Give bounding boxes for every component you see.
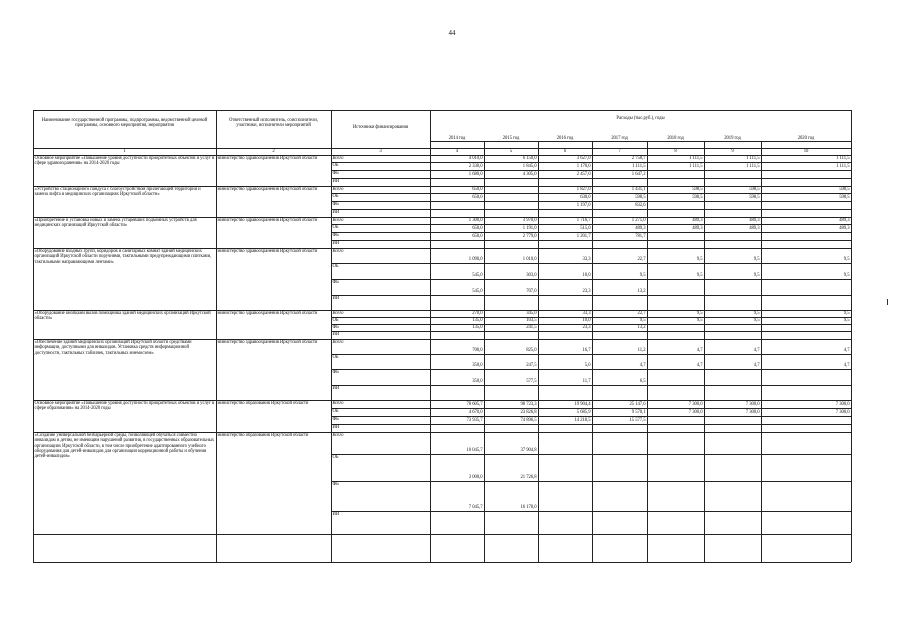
measure-executor: министерство здравоохранения Иркутской области: [217, 156, 318, 161]
expense-value: 23,3: [582, 289, 591, 294]
expense-value: 345,0: [526, 311, 537, 316]
expense-value: 1 431,1: [631, 187, 646, 192]
measure-name: «Оборудование кнопками вызов помощника зданий медицинских организаций Иркутской области»: [34, 311, 211, 322]
expense-value: 10,0: [582, 273, 591, 278]
expense-value: 9,5: [696, 311, 703, 316]
expense-value: 1 111,5: [689, 164, 703, 169]
expense-value: 9,5: [639, 273, 646, 278]
table-rule: [33, 562, 851, 563]
expense-value: 2 758,7: [631, 156, 646, 161]
expense-value: 13,2: [637, 289, 646, 294]
expense-value: 11,7: [582, 379, 591, 384]
expense-value: 73 935,7: [466, 418, 483, 423]
measure-name: Основное мероприятие «Повышение уровня доступности приоритетных объектов и услуг в сфере образования» на 2014-2020 годы: [34, 401, 215, 412]
expense-value: 9,5: [753, 257, 760, 262]
funding-source: ОБ: [332, 224, 339, 230]
funding-source: ИИ: [332, 424, 340, 430]
expense-value: 10,0: [582, 318, 591, 323]
expense-value: 3 970,0: [522, 218, 537, 223]
expense-value: 7 045,7: [468, 505, 483, 510]
funding-source: ИИ: [332, 240, 340, 246]
table-rule: [331, 385, 851, 386]
expense-value: 489,3: [749, 226, 760, 231]
table-rule: [33, 534, 851, 535]
expense-value: 598,5: [635, 195, 646, 200]
column-number: 9: [731, 149, 734, 154]
expense-value: 4,7: [753, 348, 760, 353]
expense-value: 4,7: [639, 363, 646, 368]
expense-value: 7 300,0: [688, 402, 703, 407]
funding-source: ИИ: [332, 511, 340, 517]
expense-value: 10 045,7: [466, 448, 483, 453]
expense-value: 1 111,5: [689, 156, 703, 161]
expense-value: 6 150,0: [522, 156, 537, 161]
funding-source: ОБ: [332, 263, 339, 269]
funding-source: ОБ: [332, 454, 339, 460]
expense-value: 22,7: [637, 257, 646, 262]
table-rule: [33, 110, 851, 111]
expense-value: 650,0: [472, 187, 483, 192]
funding-source: ФБ: [332, 279, 339, 285]
page-number: 44: [448, 29, 456, 37]
measure-name: Основное мероприятие «Повышение уровня доступности приоритетных объектов и услуг в сфере здравоохранения» на 2014-2020 годы: [34, 156, 215, 167]
expense-value: 1 111,5: [632, 164, 646, 169]
expense-value: 15 577,5: [629, 418, 646, 423]
funding-source: Всего: [332, 248, 344, 254]
header-expenses-title: Расходы (тыс.руб.), годы: [616, 116, 665, 121]
expense-value: 9,5: [753, 273, 760, 278]
funding-source: ОБ: [332, 317, 339, 323]
measure-executor: министерство здравоохранения Иркутской области: [217, 340, 318, 345]
table-rule: [331, 279, 851, 280]
header-year: 2018 год: [667, 136, 684, 141]
table-rule: [331, 162, 851, 163]
table-rule: [331, 511, 851, 512]
expense-value: 13,2: [637, 325, 646, 330]
expense-value: 270,0: [472, 311, 483, 316]
funding-source: Всего: [332, 217, 344, 223]
header-year: 2020 год: [797, 136, 815, 141]
funding-source: Всего: [332, 339, 344, 345]
funding-source: ФБ: [332, 201, 339, 207]
expense-value: 1 647,2: [631, 172, 646, 177]
expense-value: 9,5: [843, 257, 850, 262]
expense-value: 545,0: [472, 289, 483, 294]
header-year: 2017 год: [611, 136, 628, 141]
funding-source: ФБ: [332, 481, 339, 487]
table-rule: [331, 454, 851, 455]
table-rule: [331, 354, 851, 355]
expense-value: 23 826,8: [520, 410, 537, 415]
expense-value: 2 330,0: [468, 164, 483, 169]
expense-value: 1 010,0: [522, 257, 537, 262]
expense-value: 1 827,0: [576, 187, 591, 192]
table-rule: [331, 193, 851, 194]
table-rule: [331, 369, 851, 370]
funding-source: ФБ: [332, 324, 339, 330]
funding-source: Всего: [332, 400, 344, 406]
expense-value: 7 300,0: [688, 410, 703, 415]
expense-value: 1 111,5: [746, 156, 760, 161]
header-name-column: Наименование государственной программы, подпрограммы, ведомственной целевой программы, основного мероприятия, мероприятия: [41, 118, 208, 129]
table-rule: [33, 110, 34, 562]
expense-value: 6,5: [639, 379, 646, 384]
expense-value: 832,6: [635, 203, 646, 208]
expense-value: 1 111,5: [836, 156, 850, 161]
expense-value: 4,7: [843, 348, 850, 353]
funding-source: ОБ: [332, 354, 339, 360]
expense-value: 825,0: [526, 348, 537, 353]
expense-value: 9,5: [753, 318, 760, 323]
funding-source: ИИ: [332, 385, 340, 391]
expense-value: 9,5: [696, 318, 703, 323]
expense-value: 9,5: [696, 273, 703, 278]
column-number: 3: [379, 149, 382, 154]
column-number: 1: [123, 149, 126, 154]
measure-name: «Оборудование входных групп, коридоров и санитарных комнат зданий медицинских организаций Иркутской области поручнями, тактильными предупреждающими плитками, тактильными направляющими лентами»: [34, 249, 212, 265]
table-rule: [331, 331, 851, 332]
expense-value: 1 170,0: [576, 164, 591, 169]
expense-value: 489,3: [749, 218, 760, 223]
funding-source: ИИ: [332, 295, 340, 301]
header-year: 2019 год: [724, 136, 741, 141]
table-rule: [331, 416, 851, 417]
table-rule: [331, 424, 851, 425]
expense-value: 5,0: [584, 363, 591, 368]
expense-value: 5 685,9: [576, 410, 591, 415]
table-rule: [331, 232, 851, 233]
expense-value: 74 896,5: [520, 418, 537, 423]
expense-value: 303,0: [526, 273, 537, 278]
margin-mark: [887, 299, 888, 305]
expense-value: 7 300,0: [745, 410, 760, 415]
expense-value: 700,0: [472, 348, 483, 353]
header-year: 2015 год: [502, 136, 520, 141]
expense-value: 135,0: [472, 318, 483, 323]
funding-source: Всего: [332, 155, 344, 161]
table-rule: [851, 110, 852, 562]
measure-executor: министерство здравоохранения Иркутской области: [217, 187, 318, 192]
expense-value: 489,3: [839, 218, 850, 223]
expense-value: 103,5: [526, 318, 537, 323]
expense-value: 37 904,8: [520, 448, 537, 453]
expense-value: 22,7: [637, 311, 646, 316]
expense-value: 11,2: [637, 348, 646, 353]
expense-value: 9,5: [753, 311, 760, 316]
expense-value: 7 300,0: [835, 410, 850, 415]
expense-value: 598,5: [749, 195, 760, 200]
table-rule: [331, 481, 851, 482]
expense-value: 9,5: [696, 257, 703, 262]
funding-source: Всего: [332, 432, 344, 438]
expense-value: 489,3: [635, 226, 646, 231]
expense-value: 1 197,0: [576, 203, 591, 208]
measure-name: «Приобретение и установка новых и замена устаревших подъемных устройств для медицинских организаций Иркутской области»: [34, 218, 197, 229]
expense-value: 7 300,0: [835, 402, 850, 407]
expense-value: 598,5: [749, 187, 760, 192]
funding-source: Всего: [332, 186, 344, 192]
header-year: 2016 год: [556, 136, 574, 141]
measure-executor: министерство образования Иркутской области: [217, 401, 309, 406]
measure-name: «Устройство стационарного пандуса с благоустройством прилегающей территории и замена лифта в медицинских организациях Иркутской области»: [34, 187, 201, 198]
expense-value: 781,7: [635, 234, 646, 239]
expense-value: 598,5: [839, 187, 850, 192]
expense-value: 577,5: [526, 379, 537, 384]
funding-source: Всего: [332, 310, 344, 316]
table-rule: [331, 295, 851, 296]
expense-value: 2 457,0: [576, 172, 591, 177]
table-rule: [331, 263, 851, 264]
expense-value: 598,5: [839, 195, 850, 200]
measure-executor: министерство здравоохранения Иркутской области: [217, 249, 318, 254]
expense-value: 1 680,0: [468, 172, 483, 177]
table-rule: [331, 170, 851, 171]
expense-value: 19 904,4: [574, 402, 591, 407]
expense-value: 489,3: [839, 226, 850, 231]
expense-value: 4 670,0: [468, 410, 483, 415]
expense-value: 3 627,0: [576, 156, 591, 161]
expense-value: 247,5: [526, 363, 537, 368]
funding-source: ФБ: [332, 232, 339, 238]
measure-name: «Создание универсальной безбарьерной среды, позволяющей обучаться совместно инвалидам и детям, не имеющим нарушений развития, в государственных образовательных организациях Иркутской области, в том числе приобретение адаптированного учебного оборудования для детей-инвалидов для организации коррекционной работы и обучения детей-инвалидов»: [34, 433, 215, 460]
expense-value: 2 779,0: [522, 234, 537, 239]
expense-value: 4 010,0: [468, 156, 483, 161]
funding-source: ОБ: [332, 408, 339, 414]
measure-executor: министерство образования Иркутской области: [217, 433, 309, 438]
expense-value: 9,5: [843, 273, 850, 278]
expense-value: 1 090,0: [468, 257, 483, 262]
column-number: 2: [272, 149, 275, 154]
expense-value: 630,0: [580, 195, 591, 200]
funding-source: ФБ: [332, 416, 339, 422]
expense-value: 241,5: [526, 325, 537, 330]
expenses-table: [28, 0, 872, 640]
expense-value: 16,7: [582, 348, 591, 353]
expense-value: 515,0: [580, 226, 591, 231]
expense-value: 598,5: [692, 187, 703, 192]
expense-value: 1 111,5: [746, 164, 760, 169]
expense-value: 9,5: [639, 318, 646, 323]
header-year: 2014 год: [448, 136, 466, 141]
expense-value: 16 178,0: [520, 505, 537, 510]
expense-value: 1 300,0: [468, 218, 483, 223]
measure-name: «Обеспечение зданий медицинских организаций Иркутской области средствами информации, доступными для инвалидов. Установка средств информационной доступности, тактильных табличек, тактильных мнемосхем»: [34, 340, 192, 356]
expense-value: 650,0: [472, 234, 483, 239]
table-rule: [331, 240, 851, 241]
column-number: 4: [455, 149, 459, 154]
expense-value: 9,5: [843, 311, 850, 316]
table-rule: [331, 324, 851, 325]
table-rule: [216, 110, 217, 562]
measure-executor: министерство здравоохранения Иркутской области: [217, 218, 318, 223]
column-number: 7: [618, 149, 621, 154]
expense-value: 3 000,0: [468, 475, 483, 480]
expense-value: 4,7: [753, 363, 760, 368]
expense-value: 4,7: [696, 348, 703, 353]
expense-value: 1 111,5: [836, 164, 850, 169]
header-source-column: Источники финансирования: [352, 125, 409, 130]
column-number: 10: [803, 149, 809, 154]
expense-value: 21 726,8: [520, 475, 537, 480]
expense-value: 7 300,0: [745, 402, 760, 407]
expense-value: 25 147,6: [629, 402, 646, 407]
column-number: 8: [674, 149, 677, 154]
table-rule: [331, 178, 851, 179]
expense-value: 650,0: [472, 195, 483, 200]
expense-value: 135,0: [472, 325, 483, 330]
expense-value: 9,5: [843, 318, 850, 323]
funding-source: ИИ: [332, 178, 340, 184]
expense-value: 545,0: [472, 273, 483, 278]
expense-value: 1 191,0: [522, 226, 537, 231]
funding-source: ИИ: [332, 331, 340, 337]
expense-value: 489,3: [692, 218, 703, 223]
expense-value: 78 605,7: [466, 402, 483, 407]
expense-value: 98 723,3: [520, 402, 537, 407]
expense-value: 9 570,1: [631, 410, 646, 415]
header-executor-column: Ответственный исполнитель, соисполнители, участники, исполнители мероприятий: [229, 118, 318, 129]
column-number: 5: [509, 149, 513, 154]
expense-value: 350,0: [472, 363, 483, 368]
funding-source: ФБ: [332, 369, 339, 375]
funding-source: ИИ: [332, 209, 340, 215]
funding-source: ОБ: [332, 162, 339, 168]
table-rule: [331, 408, 851, 409]
expense-value: 489,3: [692, 226, 703, 231]
expense-value: 707,0: [526, 289, 537, 294]
expense-value: 4 305,0: [522, 172, 537, 177]
measure-executor: министерство здравоохранения Иркутской области: [217, 311, 318, 316]
table-rule: [331, 209, 851, 210]
expense-value: 1 271,0: [631, 218, 646, 223]
table-rule: [331, 224, 851, 225]
expense-value: 350,0: [472, 379, 483, 384]
expense-value: 4,7: [843, 363, 850, 368]
expense-value: 598,5: [692, 195, 703, 200]
expense-value: 1 716,7: [576, 218, 591, 223]
expense-value: 33,3: [582, 311, 591, 316]
expense-value: 23,3: [582, 325, 591, 330]
expense-value: 4,7: [696, 363, 703, 368]
funding-source: ОБ: [332, 193, 339, 199]
funding-source: ФБ: [332, 170, 339, 176]
expense-value: 33,3: [582, 257, 591, 262]
expense-value: 1 201,7: [576, 234, 591, 239]
table-rule: [331, 201, 851, 202]
expense-value: 650,0: [472, 226, 483, 231]
column-number: 6: [563, 149, 567, 154]
expense-value: 1 845,0: [522, 164, 537, 169]
expense-value: 14 218,5: [574, 418, 591, 423]
